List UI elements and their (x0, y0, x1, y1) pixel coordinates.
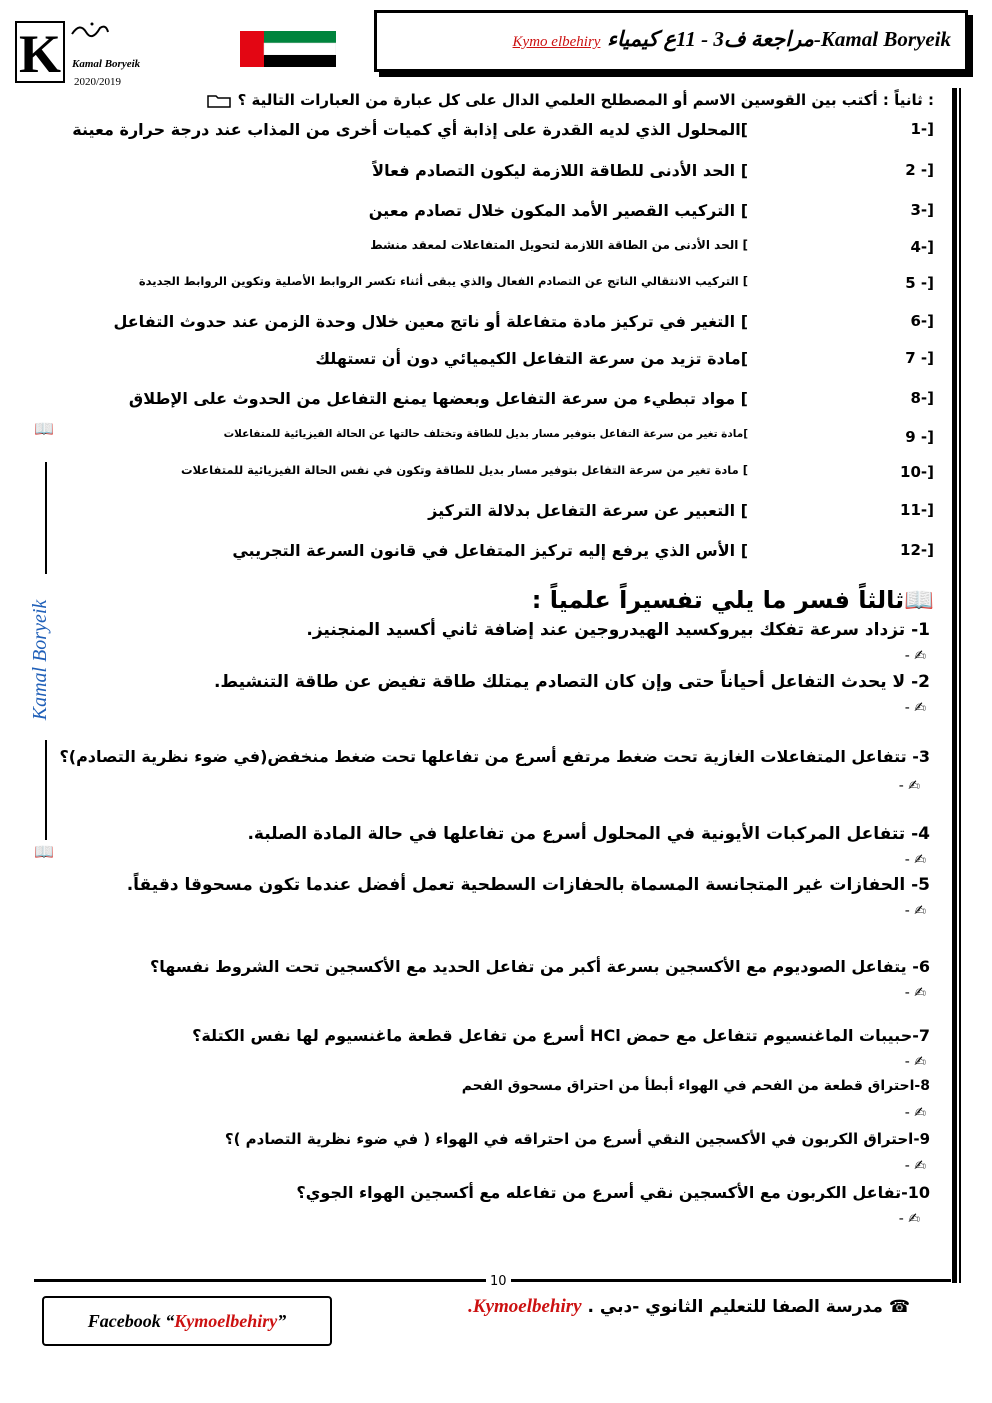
item-definition: ] الحد الأدنى للطاقة اللازمة ليكون التصادم فعالاً (372, 161, 748, 180)
question-5: 5- الحفازات غير المتجانسة المسماة بالحفازات السطحية تعمل أفضل عندما تكون مسحوقا دقيقاً. (126, 875, 930, 895)
item-number: 9 -] (905, 428, 934, 446)
facebook-text (44, 1311, 330, 1332)
answer-line: ✍ - (898, 778, 920, 794)
heading-text: ثالثاً فسر ما يلي تفسيراً علمياً : (531, 586, 905, 614)
side-vertical-text: Kamal Boryeik (29, 599, 51, 721)
answer-line: ✍ - (904, 1054, 926, 1070)
item-number: 3-] (910, 201, 934, 219)
school-brand: Kymoelbehiry. (468, 1296, 582, 1317)
item-definition: ] الأس الذي يرفع إليه تركيز المتفاعل في قانون السرعة التجريبي (232, 541, 748, 560)
answer-line: ✍ - (904, 700, 926, 716)
answer-line: ✍ - (904, 1105, 926, 1121)
logo-year: 2020/2019 (74, 76, 122, 88)
answer-line: ✍ - (898, 1211, 920, 1227)
school-name: ☎ مدرسة الصفا للتعليم الثانوي -دبي . (587, 1297, 910, 1317)
question-8: 8-احتراق قطعة من الفحم في الهواء أبطأ من احتراق مسحوق الفحم (461, 1078, 930, 1094)
item-definition: ]مادة تغير من سرعة التفاعل بتوفير مسار بديل للطاقة وتختلف حالتها عن الحالة الفيزيائية للمتفاعلات (223, 428, 748, 440)
title-box (374, 10, 968, 72)
item-definition: ] مواد تبطيء من سرعة التفاعل وبعضها يمنع التفاعل من الحدوث على الإطلاق (128, 389, 748, 408)
item-number: 5 -] (905, 274, 934, 292)
book-icon: 📖 (34, 419, 54, 438)
item-number: 8-] (910, 389, 934, 407)
side-divider (45, 740, 47, 840)
item-number: 2 -] (905, 161, 934, 179)
question-3: 3- تتفاعل المتفاعلات الغازية تحت ضغط مرتفع أسرع من تفاعلها تحت ضغط منخفض(في ضوء نظرية التصادم)؟ (59, 747, 930, 766)
facebook-handle: Kymoelbehiry (174, 1311, 278, 1331)
facebook-banner (42, 1296, 332, 1346)
item-definition: ]المحلول الذي لديه القدرة على إذابة أي كميات أخرى من المذاب عند درجة حرارة معينة (72, 120, 748, 139)
right-border (952, 88, 957, 1283)
heading-text: : ثانياً : أكتب بين القوسين الاسم أو المصطلح العلمي الدال على كل عبارة من العبارات التالية ؟ (237, 91, 934, 109)
item-number: 1-] (910, 120, 934, 138)
item-definition: ] مادة تغير من سرعة التفاعل بتوفير مسار بديل للطاقة وتكون في نفس الحالة الفيزيائية للمتفاعلات (181, 463, 748, 477)
item-definition: ] التركيب القصير الأمد المكون خلال تصادم معين (368, 201, 748, 220)
item-number: 10-] (900, 463, 934, 481)
right-border-thin (959, 88, 961, 1283)
question-7: 7-حبيبات الماغنسيوم تتفاعل مع حمض HCl أسرع من تفاعل قطعة ماغنسيوم لها نفس الكتلة؟ (192, 1026, 930, 1045)
answer-line: ✍ - (904, 648, 926, 664)
side-signature (26, 560, 66, 760)
page-title (513, 27, 951, 52)
title-brand: Kymo elbehiry (512, 34, 601, 50)
answer-line: ✍ - (904, 1158, 926, 1174)
item-definition: ]مادة تزيد من سرعة التفاعل الكيميائي دون أن تستهلك (315, 349, 748, 368)
item-definition: ] الحد الأدنى من الطاقة اللازمة لتحويل المتفاعلات لمعقد منشط (370, 238, 748, 252)
item-number: 7 -] (905, 349, 934, 367)
question-9: 9-احتراق الكربون في الأكسجين النقي أسرع من احتراقه في الهواء ( في ضوء نظرية التصادم )؟ (224, 1130, 930, 1148)
school-footer (468, 1296, 910, 1318)
title-main: Kamal Boryeik-مراجعة ف3 - 11ع كيمياء (607, 27, 951, 51)
item-number: 4-] (910, 238, 934, 256)
book-icon: 📖 (904, 586, 934, 614)
section-two-heading (206, 91, 934, 109)
facebook-label: Facebook “ (87, 1311, 175, 1331)
item-number: 12-] (900, 541, 934, 559)
logo-k-icon (14, 20, 66, 84)
arabic-signature-icon (70, 18, 110, 40)
svg-text:K: K (18, 24, 62, 84)
item-definition: ] التغير في تركيز مادة متفاعلة أو ناتج معين خلال وحدة الزمن عند حدوث التفاعل (113, 312, 748, 331)
section-three-heading (532, 586, 934, 614)
answer-line: ✍ - (904, 985, 926, 1001)
item-definition: ] التركيب الانتقالي الناتج عن التصادم الفعال والذي يبقى أثناء تكسر الروابط الأصلية وتكوين الروابط الجديدة (138, 274, 748, 288)
question-2: 2- لا يحدث التفاعل أحياناً حتى وإن كان التصادم يمتلك طاقة تفيض عن طاقة التنشيط. (213, 672, 930, 692)
page-number: 10 (486, 1274, 511, 1289)
side-divider (45, 462, 47, 574)
folder-icon (206, 93, 232, 109)
logo-name: Kamal Boryeik (72, 58, 141, 70)
question-1: 1- تزداد سرعة تفكك بيروكسيد الهيدروجين عند إضافة ثاني أكسيد المنجنيز. (306, 620, 930, 640)
item-number: 11-] (900, 501, 934, 519)
item-definition: ] التعبير عن سرعة التفاعل بدلالة التركيز (428, 501, 748, 520)
answer-line: ✍ - (904, 852, 926, 868)
item-number: 6-] (910, 312, 934, 330)
book-icon: 📖 (34, 842, 54, 861)
question-4: 4- تتفاعل المركبات الأيونية في المحلول أسرع من تفاعلها في حالة المادة الصلبة. (247, 824, 930, 844)
question-10: 10-تفاعل الكربون مع الأكسجين نقي أسرع من تفاعله مع أكسجين الهواء الجوي؟ (296, 1183, 930, 1202)
question-6: 6- يتفاعل الصوديوم مع الأكسجين بسرعة أكبر من تفاعل الحديد مع الأكسجين تحت الشروط نفسها؟ (150, 957, 930, 976)
uae-flag-icon (240, 31, 336, 67)
facebook-close: ” (277, 1311, 287, 1331)
answer-line: ✍ - (904, 903, 926, 919)
